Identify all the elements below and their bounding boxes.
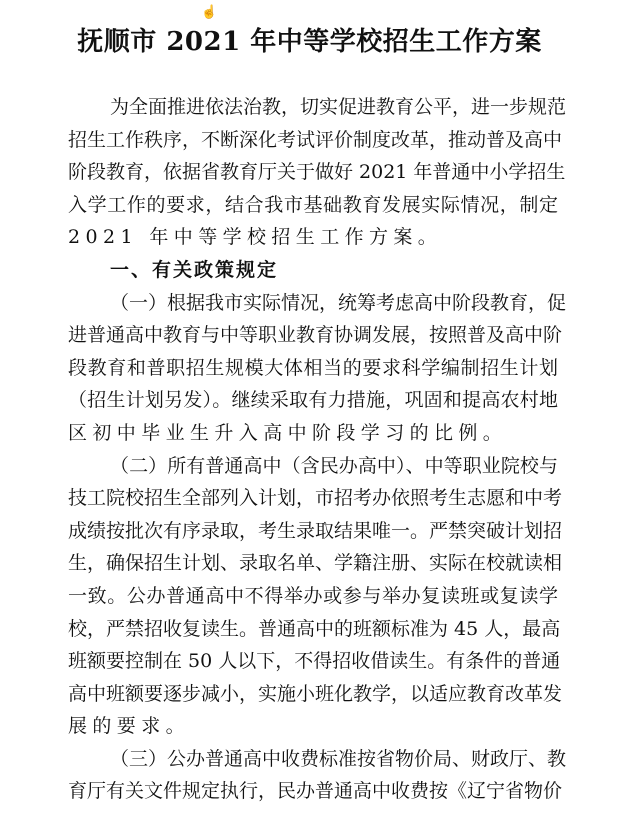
text-line: 入学工作的要求，结合我市基础教育发展实际情况，制定 [68, 193, 558, 216]
document-body [68, 91, 567, 808]
text-line: （招生计划另发）。继续采取有力措施，巩固和提高农村地 [68, 389, 558, 412]
text-line: （三）公办普通高中收费标准按省物价局、财政厅、教 [110, 747, 567, 770]
text-line: 为全面推进依法治教，切实促进教育公平，进一步规范 [110, 96, 567, 118]
text-line: 高中班额要逐步减小，实施小班化教学，以适应教育改革发 [68, 682, 563, 705]
text-line: （一）根据我市实际情况，统筹考虑高中阶段教育，促 [110, 291, 567, 314]
text-line: 招生工作秩序，不断深化考试评价制度改革，推动普及高中 [68, 128, 563, 151]
text-line: 校，严禁招收复读生。普通高中的班额标准为 45 人，最高 [68, 617, 561, 640]
text-line: 展的要求。 [68, 715, 191, 738]
text-line: 一、有关政策规定 [110, 258, 279, 281]
text-line: 技工院校招生全部列入计划，市招考办依照考生志愿和中考 [68, 487, 563, 510]
text-line: 阶段教育，依据省教育厅关于做好 2021 年普通中小学招生 [68, 161, 566, 184]
text-line: （二）所有普通高中（含民办高中）、中等职业院校与 [110, 454, 558, 477]
text-line: 段教育和普职招生规模大体相当的要求科学编制招生计划 [68, 356, 558, 379]
paragraph [68, 91, 567, 254]
document-title: 抚顺市 2021 年中等学校招生工作方案 [77, 27, 542, 57]
text-line: 班额要控制在 50 人以下，不得招收借读生。有条件的普通 [68, 650, 561, 673]
text-line: 一致。公办普通高中不得举办或参与举办复读班或复读学 [68, 584, 558, 607]
paragraph [68, 287, 567, 450]
section-heading [68, 254, 558, 287]
hand-cursor-icon: ☝ [201, 5, 218, 20]
text-line: 生，确保招生计划、录取名单、学籍注册、实际在校就读相 [68, 552, 563, 575]
text-line: 进普通高中教育与中等职业教育协调发展，按照普及高中阶 [68, 324, 563, 347]
text-line: 成绩按批次有序录取，考生录取结果唯一。严禁突破计划招 [68, 519, 563, 542]
paragraph [68, 450, 563, 743]
text-line: 育厅有关文件规定执行，民办普通高中收费按《辽宁省物价 [68, 780, 563, 803]
text-line: 2021 年中等学校招生工作方案。 [68, 226, 443, 249]
text-line: 区初中毕业生升入高中阶段学习的比例。 [68, 421, 508, 444]
paragraph [68, 743, 567, 808]
